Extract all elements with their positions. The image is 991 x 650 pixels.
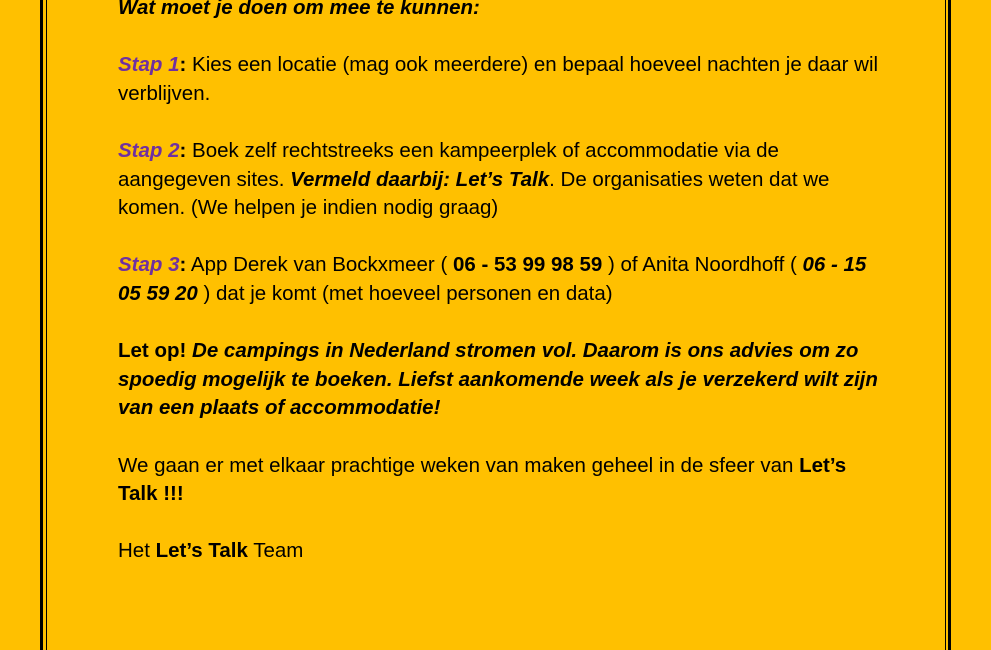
document-body xyxy=(118,0,888,594)
step-3-text-b: ) of Anita Noordhoff ( xyxy=(602,253,803,277)
section-heading: Wat moet je doen om mee te kunnen: xyxy=(118,0,480,19)
step-2-emphasis: Vermeld daarbij: Let’s Talk xyxy=(290,167,550,191)
step-1-paragraph xyxy=(118,51,888,108)
step-1-label: Stap 1 xyxy=(118,53,180,77)
phone-anita: 06 - 15 05 59 20 xyxy=(118,253,867,305)
page-border-left-outer xyxy=(40,0,43,650)
step-1-text: Kies een locatie (mag ook meerdere) en bepaal hoeveel nachten je daar wil verblijven. xyxy=(118,53,879,105)
step-2-paragraph xyxy=(118,137,888,223)
page-border-left-inner xyxy=(46,0,47,650)
signoff-pre: Het xyxy=(118,539,156,563)
step-3-paragraph xyxy=(118,251,888,308)
page-border-right-outer xyxy=(948,0,951,650)
warning-paragraph xyxy=(118,337,888,423)
step-2-colon: : xyxy=(179,138,187,162)
step-3-text-a: App Derek van Bockxmeer ( xyxy=(186,253,453,277)
step-3-text-c: ) dat je komt (met hoeveel personen en data) xyxy=(197,281,613,305)
step-1-colon: : xyxy=(179,53,187,77)
signoff-post: Team xyxy=(247,539,304,563)
signoff-brand: Let’s Talk xyxy=(155,539,248,563)
signoff-paragraph xyxy=(118,537,888,566)
page-border-right-inner xyxy=(945,0,946,650)
step-3-label: Stap 3 xyxy=(118,253,180,277)
closing-text: We gaan er met elkaar prachtige weken van maken geheel in de sfeer van xyxy=(118,453,800,477)
step-2-label: Stap 2 xyxy=(118,138,180,162)
phone-derek: 06 - 53 99 98 59 xyxy=(452,253,603,277)
step-2-text-b: . De organisaties weten dat we komen. (We helpen je indien nodig graag) xyxy=(118,167,830,220)
closing-brand: Let’s Talk !!! xyxy=(118,453,847,506)
step-2-text-a: Boek zelf rechtstreeks een kampeerplek of accommodatie via de aangegeven sites. xyxy=(118,138,779,191)
warning-text: De campings in Nederland stromen vol. Daarom is ons advies om zo spoedig mogelijk te boeken. Liefst aankomende week als je verzekerd wilt zijn van een plaats of accommodatie! xyxy=(118,339,878,420)
warning-lead: Let op! xyxy=(118,339,187,363)
closing-paragraph xyxy=(118,452,888,509)
step-3-colon: : xyxy=(179,253,187,277)
